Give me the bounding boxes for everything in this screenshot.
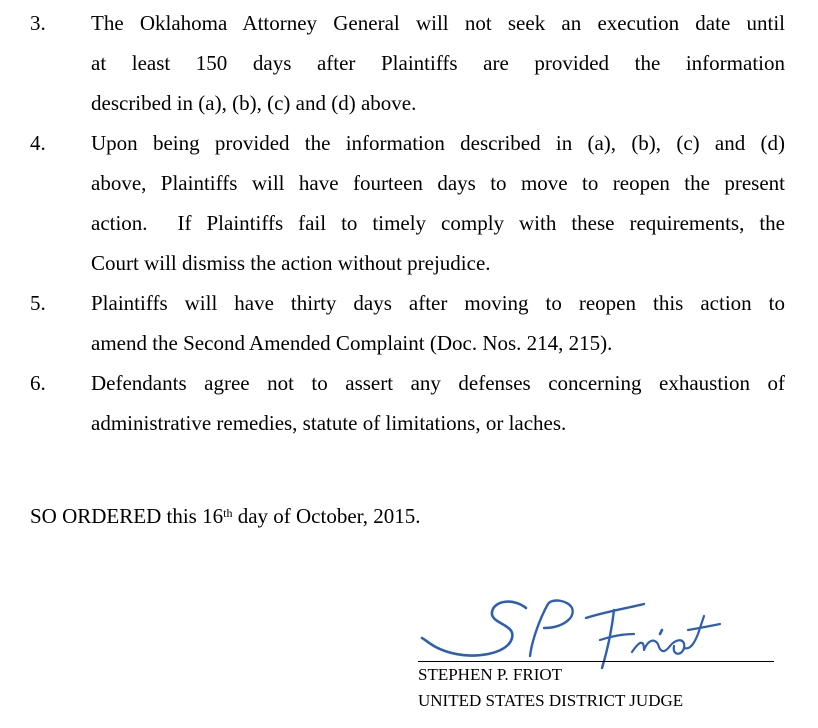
item-3-paragraph: [91, 3, 785, 123]
signature-line: [418, 661, 774, 662]
item-5-number: 5.: [30, 291, 46, 315]
item-3-line-2: at least 150 days after Plaintiffs are provided the information: [91, 51, 785, 75]
item-4-number: 4.: [30, 131, 46, 155]
judge-name: STEPHEN P. FRIOT: [418, 665, 563, 684]
item-4-paragraph: [91, 123, 785, 283]
item-5-paragraph: [91, 283, 785, 363]
signature-graphic: [418, 594, 778, 674]
order-statement: [30, 496, 421, 536]
item-4-line-3: action. If Plaintiffs fail to timely comply with these requirements, the: [91, 211, 785, 235]
item-4-line-4: Court will dismiss the action without prejudice.: [91, 251, 491, 275]
order-prefix: SO ORDERED this 16: [30, 504, 224, 528]
item-5-line-1: Plaintiffs will have thirty days after moving to reopen this action to: [91, 291, 785, 315]
item-3-line-3: described in (a), (b), (c) and (d) above.: [91, 91, 417, 115]
item-6-line-2: administrative remedies, statute of limitations, or laches.: [91, 411, 567, 435]
item-5-line-2: amend the Second Amended Complaint (Doc. Nos. 214, 215).: [91, 331, 613, 355]
item-3-line-1: The Oklahoma Attorney General will not seek an execution date until: [91, 11, 785, 35]
item-3-number: 3.: [30, 11, 46, 35]
item-6-number: 6.: [30, 371, 46, 395]
judge-title: UNITED STATES DISTRICT JUDGE: [418, 691, 684, 710]
order-suffix: day of October, 2015.: [232, 504, 421, 528]
item-4-line-1: Upon being provided the information described in (a), (b), (c) and (d): [91, 131, 785, 155]
item-6-paragraph: [91, 363, 785, 443]
order-superscript: th: [223, 506, 233, 520]
item-4-line-2: above, Plaintiffs will have fourteen days to move to reopen the present: [91, 171, 785, 195]
item-6-line-1: Defendants agree not to assert any defenses concerning exhaustion of: [91, 371, 785, 395]
